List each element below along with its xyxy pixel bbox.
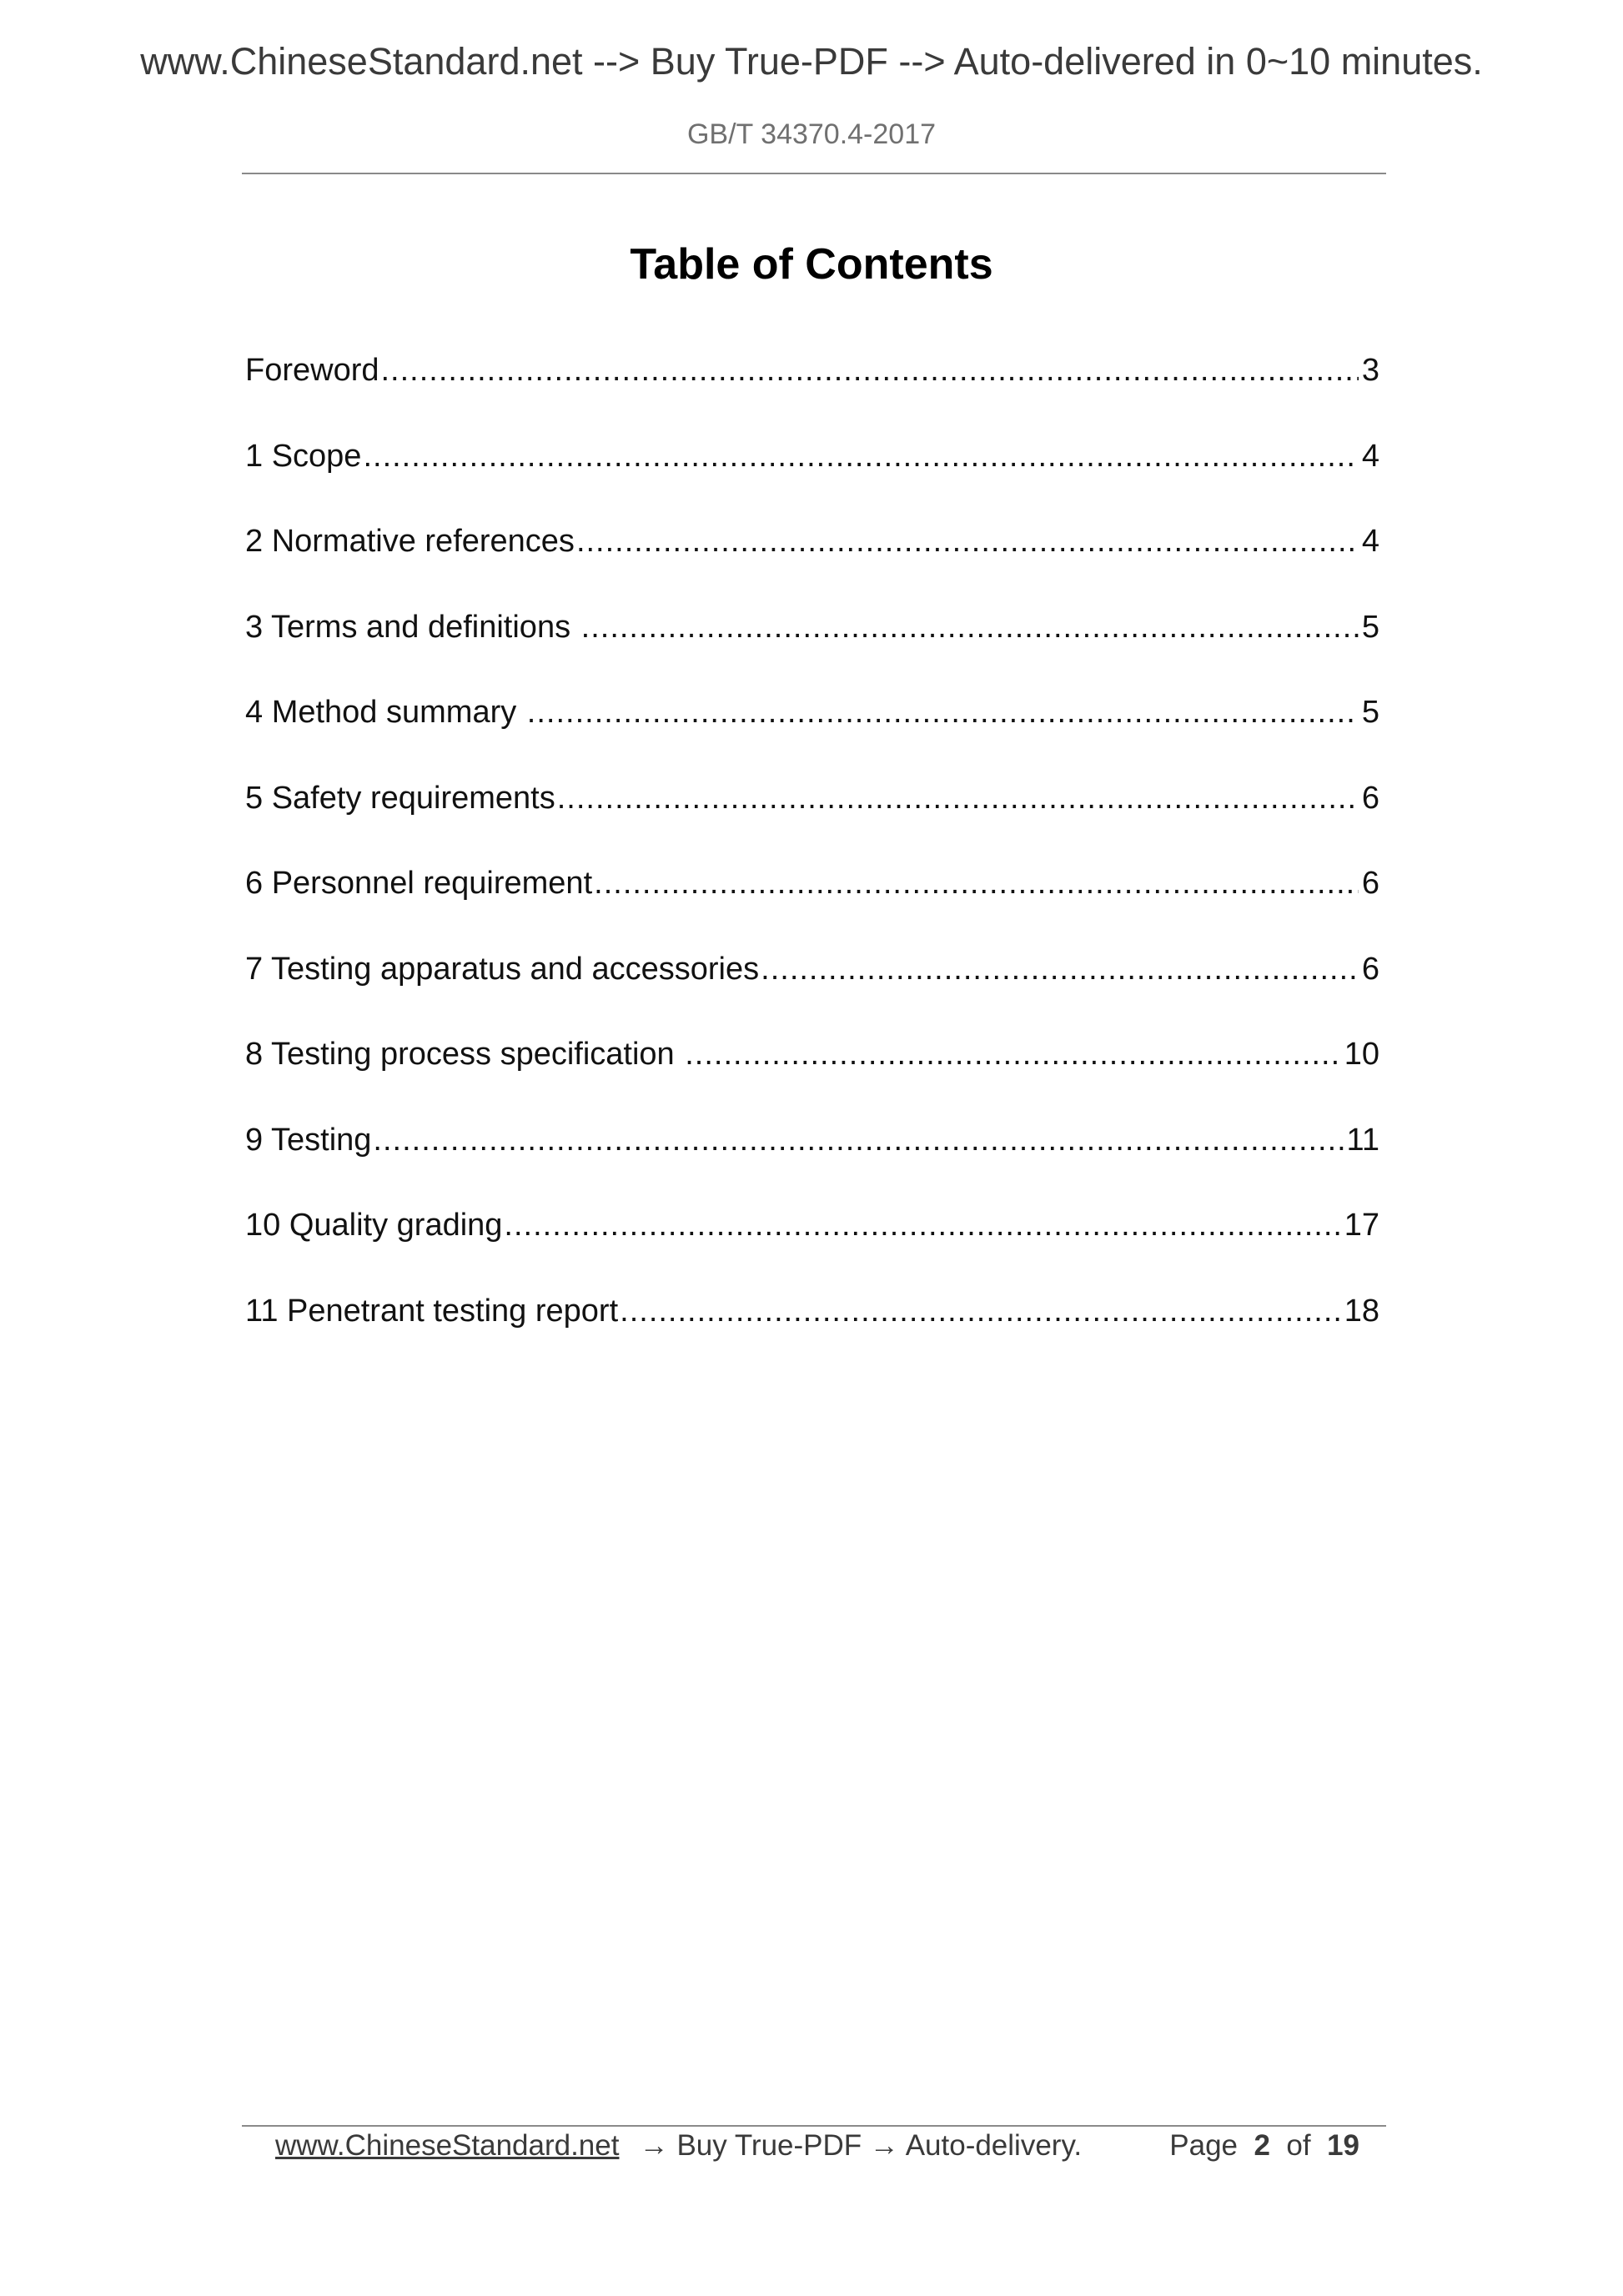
toc-dot-leader (504, 1208, 1340, 1243)
toc-entry-quality-grading[interactable] (245, 1208, 1379, 1294)
toc-dot-leader (576, 524, 1359, 560)
page-word: Page (1169, 2129, 1239, 2162)
toc-entry-label: 4 Method summary (245, 695, 525, 730)
toc-entry-page: 4 (1361, 438, 1379, 474)
toc-entry-page: 5 (1361, 695, 1379, 730)
toc-entry-foreword[interactable] (245, 353, 1379, 439)
toc-entry-page: 6 (1361, 866, 1379, 901)
toc-title: Table of Contents (630, 240, 993, 289)
toc-entry-label: 6 Personnel requirement (245, 866, 593, 901)
toc-dot-leader (363, 439, 1358, 475)
current-page-number: 2 (1254, 2129, 1270, 2162)
toc-entry-page: 17 (1344, 1208, 1379, 1243)
toc-entry-testing-apparatus[interactable] (245, 952, 1379, 1037)
of-word: of (1286, 2129, 1311, 2162)
toc-entry-personnel-requirement[interactable] (245, 866, 1379, 952)
toc-entry-label: 11 Penetrant testing report (245, 1293, 619, 1329)
toc-dot-leader (381, 353, 1359, 389)
toc-entry-page: 6 (1361, 951, 1379, 987)
toc-dot-leader (527, 695, 1359, 731)
toc-entry-safety-requirements[interactable] (245, 781, 1379, 867)
page-footer (275, 2129, 1359, 2171)
footer-site-link[interactable]: www.ChineseStandard.net (275, 2129, 620, 2162)
toc-entry-page: 4 (1361, 524, 1379, 559)
page-indicator (1169, 2129, 1359, 2163)
header-divider (242, 173, 1386, 174)
toc-entry-label: 9 Testing (245, 1122, 372, 1158)
toc-dot-leader (685, 1037, 1340, 1073)
toc-entry-normative-references[interactable] (245, 524, 1379, 610)
footer-divider (242, 2125, 1386, 2127)
toc-entry-page: 3 (1361, 353, 1379, 388)
toc-entry-scope[interactable] (245, 439, 1379, 525)
toc-entry-label: 1 Scope (245, 438, 362, 474)
toc-entry-label: 8 Testing process specification (245, 1037, 684, 1072)
toc-dot-leader (581, 610, 1359, 646)
toc-dot-leader (373, 1123, 1343, 1158)
footer-delivery-text: → Buy True-PDF → Auto-delivery. (631, 2129, 1083, 2162)
toc-entry-label: 2 Normative references (245, 524, 575, 559)
toc-entry-label: 7 Testing apparatus and accessories (245, 951, 760, 987)
toc-entry-label: 3 Terms and definitions (245, 609, 580, 645)
toc-entry-label: 5 Safety requirements (245, 780, 555, 816)
toc-dot-leader (557, 781, 1359, 816)
toc-entry-method-summary[interactable] (245, 695, 1379, 781)
toc-entry-terms-and-definitions[interactable] (245, 610, 1379, 696)
top-banner: www.ChineseStandard.net --> Buy True-PDF --> Auto-delivered in 0~10 minutes. (140, 40, 1483, 83)
toc-dot-leader (594, 866, 1359, 902)
toc-entry-page: 18 (1344, 1293, 1379, 1329)
document-code: GB/T 34370.4-2017 (686, 118, 937, 150)
total-pages-number: 19 (1327, 2129, 1359, 2162)
toc-entry-label: 10 Quality grading (245, 1208, 503, 1243)
toc-entry-page: 10 (1344, 1037, 1379, 1072)
toc-dot-leader (761, 952, 1359, 987)
toc-entry-label: Foreword (245, 353, 379, 388)
toc-entry-testing-process-specification[interactable] (245, 1037, 1379, 1123)
toc-entry-page: 6 (1361, 780, 1379, 816)
toc-entry-page: 11 (1346, 1122, 1379, 1158)
toc-dot-leader (620, 1294, 1341, 1329)
toc-entry-testing[interactable] (245, 1123, 1379, 1208)
toc-list (245, 353, 1379, 1379)
toc-entry-page: 5 (1361, 609, 1379, 645)
toc-entry-penetrant-testing-report[interactable] (245, 1294, 1379, 1379)
